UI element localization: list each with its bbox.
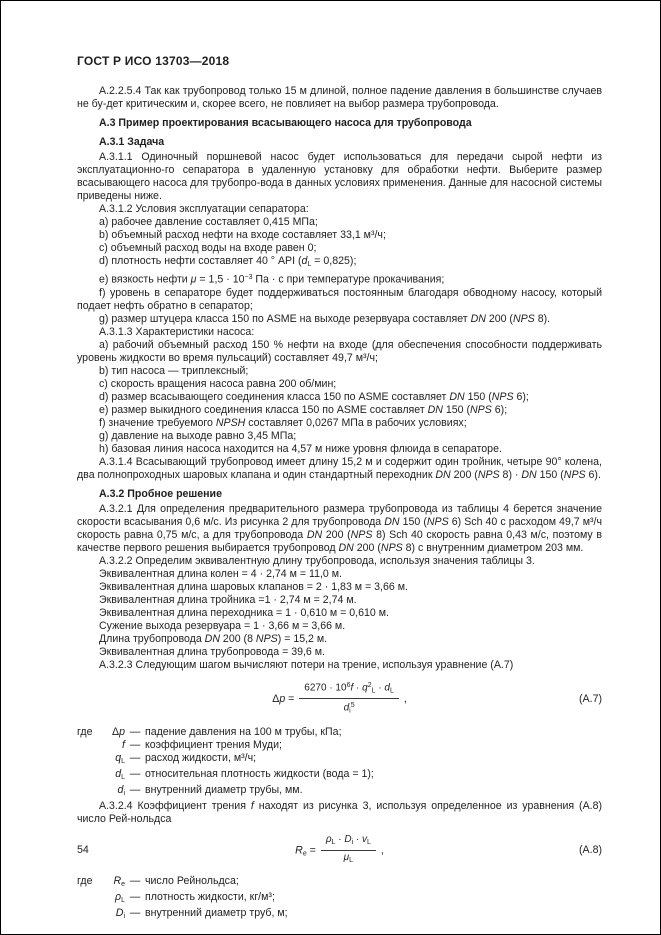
- where-keyword: где: [77, 874, 93, 887]
- dash: —: [129, 725, 141, 738]
- text-segment: NPS: [380, 541, 403, 554]
- paragraph: h) базовая линия насоса находится на 4,57 м ниже уровня флюида в сепараторе.: [99, 442, 502, 455]
- page-header-standard-number: ГОСТ Р ИСО 13703—2018: [77, 54, 230, 68]
- definition-text: относительная плотность жидкости (вода = 1);: [145, 767, 374, 780]
- text-segment: d: [384, 682, 390, 693]
- where-definition-row: [77, 875, 602, 891]
- dash: —: [129, 874, 141, 887]
- dash: —: [129, 890, 141, 903]
- section-heading: А.3 Пример проектирования всасывающего насоса для трубопровода: [99, 117, 472, 129]
- paragraph: a) рабочее давление составляет 0,415 МПа;: [99, 216, 318, 228]
- where-keyword: [77, 907, 101, 923]
- symbol: [101, 784, 125, 800]
- paragraph: А.3.1.4 Всасывающий трубопровод имеет длину 15,2 м и содержит один тройник, четыре 90° колена, два полнопроходных шаровых клапана и один стандартный переходник DN 200 (NPS 8) · DN 150 (NPS 6).: [77, 455, 602, 481]
- text-segment: L: [121, 896, 125, 904]
- text-segment: R: [295, 843, 303, 856]
- paragraph: f) значение требуемого NPSH составляет 0,0267 МПа в рабочих условиях;: [99, 416, 467, 429]
- definition-text: плотность жидкости, кг/м³;: [145, 890, 275, 903]
- paragraph: А.3.1.1 Одиночный поршневой насос будет использоваться для передачи сырой нефти из эксплуатационно-го сепаратора в удаленную установку для обработки нефти. Выберите размер всасывающего насоса для трубопро-вода в данных условиях применения. Данные для насосной системы приведены ниже.: [77, 151, 602, 202]
- where-definition-row: [77, 784, 602, 800]
- text-segment: i: [123, 789, 125, 797]
- text-segment: q: [362, 682, 368, 693]
- text-segment: DN: [204, 632, 220, 645]
- text-segment: i: [123, 912, 125, 920]
- paragraph: Эквивалентная длина переходника = 1 · 0,610 м = 0,610 м.: [99, 606, 389, 619]
- equation-expression: Δp = $\frac{6270 \cdot 10^6f \cdot q^2_L \cdot d_L}{d_i^5}$ ,: [272, 680, 407, 718]
- paragraph: А.2.2.5.4 Так как трубопровод только 15 м длиной, полное падение давления в большинстве случаев не бу-дет критическим и, скорее всего, не повлияет на выбор размера трубопровода.: [77, 85, 602, 110]
- where-definition-row: [77, 891, 602, 907]
- where-keyword: [77, 891, 101, 907]
- text-segment: ρ: [325, 833, 332, 845]
- equation-expression: Re = $\frac{\rho_L \cdot D_i \cdot v_L}{\mu_L}$ ,: [295, 834, 384, 867]
- definition-text: внутренний диаметр труб, м;: [145, 906, 288, 919]
- fraction: $\frac{\rho_L \cdot D_i \cdot v_L}{\mu_L}$: [321, 834, 376, 867]
- text-segment: NPS: [255, 632, 278, 645]
- text-segment: q: [115, 751, 122, 764]
- where-keyword: [77, 768, 101, 784]
- dash: —: [129, 906, 141, 919]
- section-heading: А.3.2 Пробное решение: [99, 487, 222, 500]
- text-segment: DN: [427, 403, 443, 416]
- paragraph: a) рабочий объемный расход 150 % нефти на входе (для обеспечения способности поддерживать уровень жидкости во время пульсаций) составляет 49,7 м³/ч;: [77, 338, 602, 364]
- paragraph: А.3.1.3 Характеристики насоса:: [99, 325, 255, 338]
- text-segment: L: [121, 757, 125, 765]
- paragraph: e) вязкость нефти $\mu = 1,5 \cdot 10^{-3}$ Па · с при температуре прокачивания;: [99, 273, 445, 286]
- document-body: [77, 85, 602, 923]
- text-segment: NPS: [512, 312, 535, 325]
- text-segment: DN: [521, 468, 537, 481]
- definition-text: коэффициент трения Муди;: [145, 738, 282, 751]
- symbol: [101, 768, 125, 784]
- paragraph: Эквивалентная длина тройника =1 · 2,74 м = 2,74 м.: [99, 593, 357, 606]
- paragraph: b) объемный расход нефти на входе составляет 33,1 м³/ч;: [99, 229, 386, 241]
- paragraph: b) тип насоса — триплексный;: [99, 364, 249, 377]
- text-segment: L: [121, 773, 125, 781]
- text-segment: i: [351, 838, 354, 846]
- paragraph: А.3.2.2 Определим эквивалентную длину трубопровода, используя значения таблицы 3.: [99, 554, 535, 567]
- paragraph: А.3.1.2 Условия эксплуатации сепаратора:: [99, 203, 309, 215]
- paragraph: Эквивалентная длина трубопровода = 39,6 м.: [99, 645, 325, 658]
- symbol: [101, 752, 125, 768]
- text-segment: p: [119, 725, 125, 738]
- symbol: Δp: [112, 725, 125, 738]
- text-segment: NPSH: [215, 416, 246, 429]
- equation-number: (А.8): [579, 844, 602, 856]
- text-segment: v: [362, 833, 368, 845]
- text-segment: NPS: [563, 468, 586, 481]
- paragraph: c) объемный расход воды на входе равен 0;: [99, 242, 317, 254]
- text-segment: f: [250, 799, 254, 812]
- where-keyword: [77, 739, 101, 752]
- text-segment: DN: [338, 541, 354, 554]
- text-segment: NPS: [470, 403, 492, 416]
- text-segment: 5: [350, 702, 355, 709]
- text-segment: NPS: [350, 528, 373, 541]
- equation: [77, 680, 602, 718]
- page-number: 54: [77, 844, 89, 856]
- paragraph: Эквивалентная длина шаровых клапанов = 2 · 1,83 м = 3,66 м.: [99, 580, 408, 593]
- text-segment: DN: [306, 528, 323, 541]
- where-definition-row: [77, 739, 602, 752]
- paragraph: Сужение выхода резервуара = 1 · 3,66 м = 3,66 м.: [99, 619, 346, 632]
- equation-number: (А.7): [579, 692, 602, 705]
- text-segment: NPS: [491, 390, 514, 403]
- text-segment: μ: [343, 851, 350, 863]
- where-definition-row: [77, 752, 602, 768]
- text-segment: d: [343, 702, 350, 714]
- text-segment: DN: [470, 312, 486, 325]
- text-segment: L: [331, 838, 336, 846]
- definition-text: внутренний диаметр трубы, мм.: [145, 783, 303, 796]
- text-segment: DN: [384, 515, 400, 528]
- text-segment: NPS: [426, 515, 449, 528]
- text-segment: f: [122, 738, 125, 751]
- text-segment: D: [344, 833, 352, 845]
- paragraph: Эквивалентная длина колен = 4 · 2,74 м = 11,0 м.: [99, 567, 342, 580]
- dash: —: [129, 767, 141, 780]
- text-segment: ρ: [115, 890, 122, 903]
- text-segment: L: [367, 838, 371, 846]
- fraction: $\frac{6270 \cdot 10^6f \cdot q^2_L \cdot d_L}{d_i^5}$: [299, 680, 399, 718]
- text-segment: d: [301, 255, 308, 267]
- paragraph: А.3.2.1 Для определения предварительного размера трубопровода из таблицы 4 берется значение скорости всасывания 0,6 м/с. Из рисунка 2 для трубопровода DN 150 (NPS 6) Sch 40 с расходом 49,7 м³/ч скорость равна 0,75 м/с, а для трубопровода DN 200 (NPS 8) Sch 40 скорость равна 0,43 м/с, поэтому в качестве первого решения выбирается трубопровод DN 200 (NPS 8) с внутренним диаметром 203 мм.: [77, 502, 603, 554]
- symbol: [101, 891, 125, 907]
- definition-text: падение давления на 100 м трубы, кПа;: [145, 725, 342, 738]
- text-segment: 2: [367, 681, 372, 689]
- text-segment: d: [115, 767, 122, 780]
- symbol: [101, 907, 125, 923]
- paragraph: c) скорость вращения насоса равна 200 об/мин;: [99, 377, 337, 390]
- paragraph: d) размер всасывающего соединения класса 150 по ASME составляет DN 150 (NPS 6);: [99, 390, 529, 403]
- section-heading: А.3.1 Задача: [99, 136, 165, 148]
- text-segment: μ: [190, 273, 197, 286]
- definition-text: число Рейнольдса;: [145, 874, 239, 887]
- text-segment: NPS: [477, 468, 500, 481]
- where-keyword: [77, 752, 101, 768]
- text-segment: DN: [435, 468, 451, 481]
- text-segment: DN: [449, 390, 465, 403]
- paragraph: А.3.2.3 Следующим шагом вычисляют потери на трение, используя уравнение (А.7): [99, 658, 514, 671]
- text-segment: −3: [244, 274, 253, 281]
- paragraph: Длина трубопровода DN 200 (8 NPS) = 15,2 м.: [99, 632, 328, 645]
- where-keyword: где: [77, 725, 93, 738]
- text-segment: 6: [346, 681, 351, 689]
- dash: —: [129, 751, 141, 764]
- text-segment: f: [350, 682, 354, 693]
- paragraph: g) давление на выходе равно 3,45 МПа;: [99, 429, 297, 442]
- dash: —: [129, 783, 141, 796]
- text-segment: i: [349, 707, 351, 715]
- where-definition-row: [77, 726, 602, 739]
- where-keyword: [77, 784, 101, 800]
- where-definition-row: [77, 907, 602, 923]
- text-segment: d: [117, 783, 124, 796]
- text-segment: L: [371, 687, 376, 694]
- paragraph: e) размер выкидного соединения класса 150 по ASME составляет DN 150 (NPS 6);: [99, 403, 508, 416]
- paragraph: d) плотность нефти составляет 40 ° API (dL = 0,825);: [99, 255, 357, 268]
- where-definition-row: [77, 768, 602, 784]
- text-segment: e: [302, 849, 307, 857]
- symbol: [101, 739, 125, 752]
- text-segment: L: [349, 856, 354, 864]
- equation: [77, 834, 602, 867]
- paragraph: g) размер штуцера класса 150 по ASME на выходе резервуара составляет DN 200 (NPS 8).: [99, 312, 551, 325]
- text-segment: L: [307, 261, 312, 268]
- text-segment: e: [121, 880, 125, 888]
- text-segment: L: [389, 687, 394, 694]
- text-segment: D: [115, 906, 124, 919]
- text-segment: p: [279, 692, 286, 705]
- dash: —: [129, 738, 141, 751]
- text-segment: R: [113, 874, 122, 887]
- definition-text: расход жидкости, м³/ч;: [145, 751, 257, 764]
- symbol: [101, 875, 125, 891]
- paragraph: А.3.2.4 Коэффициент трения f находят из рисунка 3, используя определенное из уравнения (А.8) число Рей-нольдса: [77, 799, 602, 825]
- paragraph: f) уровень в сепараторе будет поддерживаться постоянным благодаря обводному насосу, который подает нефть обратно в сепаратор;: [77, 286, 602, 312]
